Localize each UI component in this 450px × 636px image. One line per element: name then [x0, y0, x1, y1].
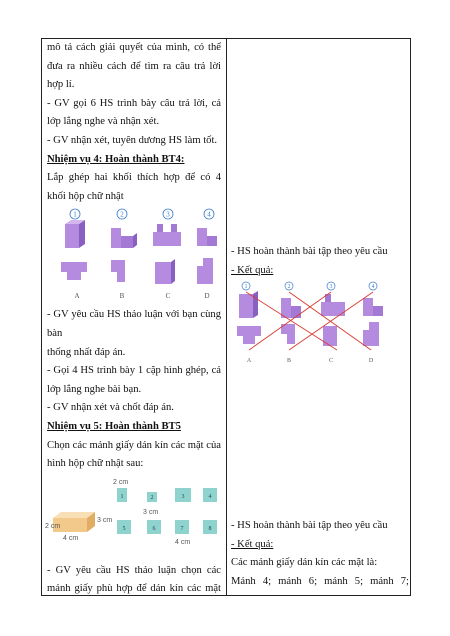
solid-letters: [74, 292, 209, 300]
answer-numbers: [242, 282, 377, 290]
task5-heading: Nhiệm vụ 5: Hoàn thành BT5: [47, 420, 181, 432]
text-line: - GV nhận xét và chốt đáp án.: [47, 402, 174, 414]
piece-number-3: 3: [181, 493, 185, 500]
student-result-task4: [231, 243, 409, 370]
teacher-column: [47, 39, 221, 599]
task4-heading: Nhiệm vụ 4: Hoàn thành BT4:: [47, 153, 185, 165]
answer-number-1: 1: [244, 284, 248, 291]
text-line: - GV yêu cầu HS thảo luận chọn các: [47, 564, 221, 576]
text-line: lớp lắng nghe và nhận xét.: [47, 116, 160, 128]
text-line: - GV gọi 6 HS trình bày câu trả lời, cả: [47, 97, 221, 109]
answer-solids: [237, 291, 383, 346]
piece-numbers: [121, 494, 212, 532]
piece-number-4: 4: [208, 493, 212, 500]
box-label-height: 3 cm: [97, 516, 113, 524]
column-divider: [226, 39, 227, 595]
piece-number-6: 6: [152, 525, 156, 532]
text-line: Các mảnh giấy dán kín các mặt là:: [231, 557, 378, 569]
text-line: - Gọi 4 HS trình bày 1 cặp hình ghép, cả: [47, 365, 221, 377]
text-line: hợp lí.: [47, 79, 75, 91]
paper-pieces-illustration: [47, 474, 221, 562]
top-solids: [65, 220, 217, 248]
piece-number-5: 5: [122, 525, 126, 532]
task4-figure: [47, 206, 221, 306]
task5-figure: [47, 474, 221, 562]
answer-letter-d: D: [368, 358, 374, 365]
piece-number-1: 1: [120, 493, 124, 500]
task4-answer-figure: [231, 280, 409, 370]
text-line: mô tả cách giải quyết của mình, có thể: [47, 42, 221, 53]
letter-c: C: [165, 292, 171, 301]
student-result-task5: [231, 517, 409, 591]
answer-letter-b: B: [286, 358, 292, 365]
letter-b: B: [119, 292, 125, 301]
answer-solids-illustration: [231, 280, 391, 370]
text-line: - GV yêu cầu HS thảo luận với bạn cùng: [47, 309, 221, 321]
text-line: đưa ra nhiều cách để tìm ra câu trả lời: [47, 60, 221, 72]
text-line: hình hộp chữ nhật sau:: [47, 458, 144, 470]
match-crosses: [246, 292, 373, 350]
box-label-depth: 2 cm: [45, 522, 61, 530]
answer-number-4: 4: [371, 284, 375, 291]
result-label: - Kết quả:: [231, 538, 274, 550]
text-line: - HS hoàn thành bài tập theo yêu cầu: [231, 520, 388, 531]
text-line: - HS hoàn thành bài tập theo yêu cầu: [231, 246, 388, 257]
circle-number-3: 3: [166, 210, 170, 219]
text-line: bàn: [47, 327, 63, 339]
box-label-width: 4 cm: [63, 534, 79, 542]
answer-letters: [247, 358, 374, 364]
answer-number-3: 3: [329, 284, 333, 291]
result-label: - Kết quả:: [231, 264, 274, 276]
text-line: thống nhất đáp án.: [47, 346, 126, 358]
piece-label: 4 cm: [175, 538, 191, 546]
number-circles: [70, 209, 214, 219]
text-line: Mảnh 4; mảnh 6; mảnh 5; mảnh 7;: [231, 575, 409, 587]
text-line: khối hộp chữ nhật: [47, 190, 124, 202]
answer-letter-a: A: [246, 358, 252, 365]
solids-illustration: [47, 206, 221, 306]
text-line: Chọn các mảnh giấy dán kín các mặt của: [47, 439, 221, 451]
pieces: [113, 479, 217, 546]
circle-number-4: 4: [207, 210, 211, 219]
piece-label: 2 cm: [113, 478, 129, 486]
text-line: Lắp ghép hai khối thích hợp để có 4: [47, 172, 221, 184]
piece-label: 3 cm: [143, 508, 159, 516]
circle-number-2: 2: [120, 210, 124, 219]
lesson-table: [41, 38, 411, 596]
text-line: - GV nhận xét, tuyên dương HS làm tốt.: [47, 134, 218, 146]
answer-letter-c: C: [328, 358, 334, 365]
circle-number-1: 1: [73, 210, 77, 219]
letter-a: A: [74, 292, 80, 301]
answer-number-2: 2: [287, 284, 291, 291]
box-illustration: [45, 512, 112, 542]
piece-number-7: 7: [180, 525, 184, 532]
text-line: lớp lắng nghe bài bạn.: [47, 383, 142, 395]
bottom-solids: [61, 258, 213, 284]
piece-number-8: 8: [208, 525, 212, 532]
letter-d: D: [204, 292, 210, 301]
piece-number-2: 2: [150, 494, 154, 501]
text-line: mảnh giấy phù hợp để dán kín các mặt: [47, 583, 221, 595]
